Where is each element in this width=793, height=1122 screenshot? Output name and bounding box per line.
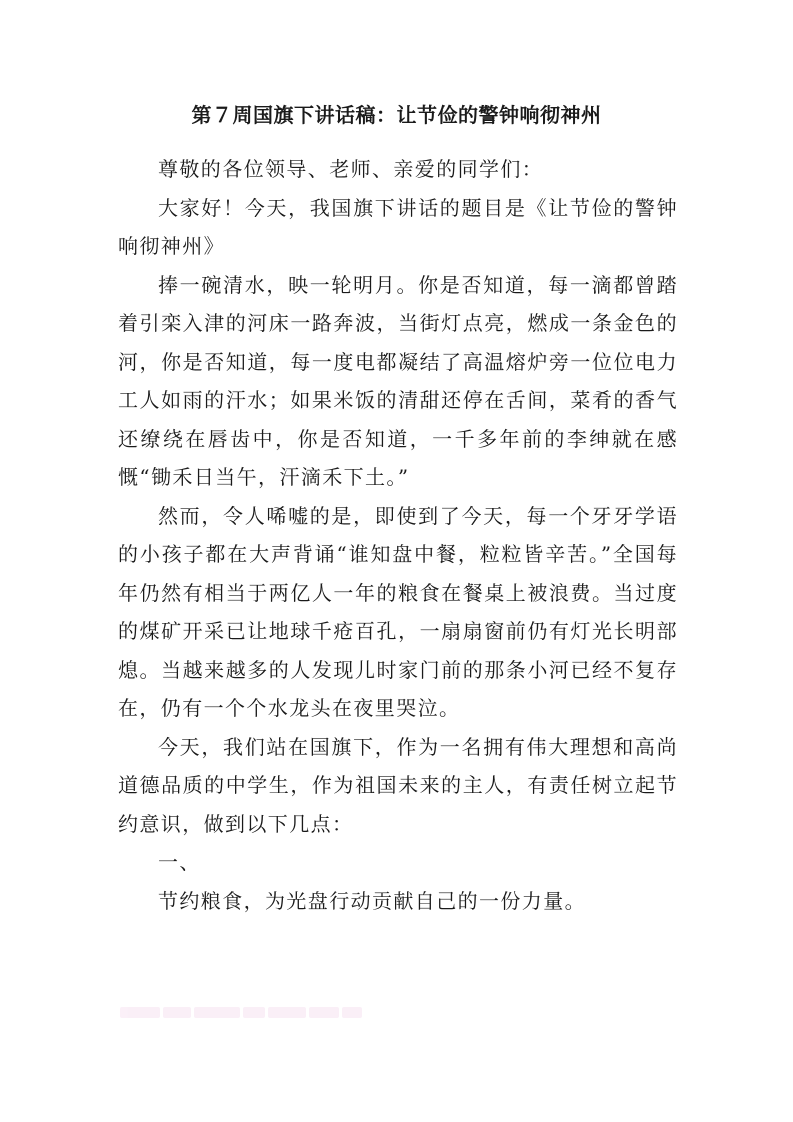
body-paragraph-responsibility: 今天，我们站在国旗下，作为一名拥有伟大理想和高尚道德品质的中学生，作为祖国未来的主人，有责任树立起节约意识，做到以下几点： bbox=[118, 734, 678, 836]
document-title: 第７周国旗下讲话稿：让节俭的警钟响彻神州 bbox=[191, 103, 602, 127]
list-marker-one: 一、 bbox=[158, 850, 201, 874]
document-body bbox=[118, 150, 678, 920]
greeting-paragraph: 大家好！今天，我国旗下讲话的题目是《让节俭的警钟响彻神州》 bbox=[118, 195, 678, 258]
body-paragraph-food: 节约粮食，为光盘行动贡献自己的一份力量。 bbox=[158, 888, 586, 913]
salutation-paragraph: 尊敬的各位领导、老师、亲爱的同学们： bbox=[158, 157, 544, 181]
faint-watermark-line bbox=[120, 1004, 362, 1020]
body-paragraph-water: 捧一碗清水，映一轮明月。你是否知道，每一滴都曾踏着引栾入津的河床一路奔波，当街灯点亮，燃成一条金色的河，你是否知道，每一度电都凝结了高温熔炉旁一位位电力工人如雨的汗水；如果米饭的清甜还停在舌间，菜肴的香气还缭绕在唇齿中，你是否知道，一千多年前的李绅就在感慨“锄禾日当午，汗滴禾下土。” bbox=[118, 272, 678, 489]
body-paragraph-waste: 然而，令人唏嘘的是，即使到了今天，每一个牙牙学语的小孩子都在大声背诵“谁知盘中餐，粒粒皆辛苦。”全国每年仍然有相当于两亿人一年的粮食在餐桌上被浪费。当过度的煤矿开采已让地球千疮百孔，一扇扇窗前仍有灯光长明部熄。当越来越多的人发现儿时家门前的那条小河已经不复存在，仍有一个个水龙头在夜里哭泣。 bbox=[118, 503, 678, 720]
